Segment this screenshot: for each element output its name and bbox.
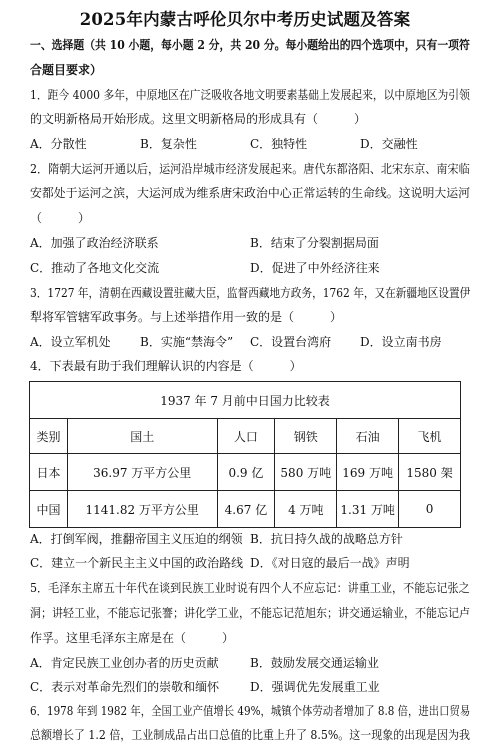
q4-option-a[interactable]: A．打倒军阀，推翻帝国主义压迫的纲领	[30, 532, 243, 546]
q2-stem-line1: 2．隋朝大运河开通以后，运河沿岸城市经济发展起来。唐代东都洛阳、北宋东京、南宋临	[30, 162, 470, 176]
table-header-row	[30, 419, 461, 454]
q5-option-a[interactable]: A．肯定民族工业创办者的历史贡献	[30, 656, 219, 670]
table-cell: 36.97 万平方公里	[67, 454, 217, 491]
q1-option-a[interactable]: A．分散性	[30, 137, 87, 151]
q2-stem-line3: （ ）	[30, 211, 91, 225]
table-header-cell: 钢铁	[275, 419, 337, 454]
q5-stem-line3: 作孚。这里毛泽东主席是在（ ）	[30, 631, 235, 645]
q2-option-b[interactable]: B．结束了分裂割据局面	[250, 236, 379, 250]
q5-stem-line2: 洞；讲轻工业，不能忘记张謇；讲化学工业，不能忘记范旭东；讲交通运输业，不能忘记卢	[30, 606, 471, 620]
table-cell: 0.9 亿	[217, 454, 275, 491]
q1-option-c[interactable]: C．独特性	[250, 137, 308, 151]
q5-option-d[interactable]: D．强调优先发展重工业	[250, 680, 380, 694]
q3-option-d[interactable]: D．设立南书房	[360, 335, 442, 349]
table-caption: 1937 年 7 月前中日国力比较表	[30, 382, 461, 419]
section-heading-line1: 一、选择题（共 10 小题，每小题 2 分，共 20 分。每小题给出的四个选项中，只有一项符	[30, 38, 470, 52]
table-cell: 169 万吨	[337, 454, 399, 491]
q6-stem-line2: 总额增长了 1.2 倍，工业制成品占出口总值的比重上升了 8.5%。这一现象的出现是因为我	[30, 728, 471, 742]
q3-option-c[interactable]: C．设置台湾府	[250, 335, 332, 349]
q5-option-c[interactable]: C．表示对革命先烈们的崇敬和缅怀	[30, 680, 220, 694]
q4-option-c[interactable]: C．建立一个新民主主义中国的政治路线	[30, 556, 244, 570]
table-cell: 1.31 万吨	[337, 491, 399, 528]
q4-stem-line1: 4．下表最有助于我们理解认识的内容是（ ）	[30, 359, 302, 373]
page-title: 2025年内蒙古呼伦贝尔中考历史试题及答案	[79, 10, 411, 29]
q1-option-b[interactable]: B．复杂性	[140, 137, 197, 151]
table-header-cell: 飞机	[399, 419, 461, 454]
q6-stem-line1: 6．1978 年到 1982 年，全国工业产值增长 49%，城镇个体劳动者增加了 8.8 倍，进出口贸易	[30, 704, 471, 718]
table-cell: 0	[399, 491, 461, 528]
table-row	[30, 454, 461, 491]
table-header-cell: 类别	[30, 419, 68, 454]
q4-option-b[interactable]: B．抗日持久战的战略总方针	[250, 532, 403, 546]
q1-option-d[interactable]: D．交融性	[360, 137, 418, 151]
q3-option-a[interactable]: A．设立军机处	[30, 335, 111, 349]
q1-stem-line1: 1．距今 4000 多年，中原地区在广泛吸收各地文明要素基础上发展起来，以中原地区为引领	[30, 88, 470, 102]
table-cell: 日本	[30, 454, 68, 491]
q4-option-d[interactable]: D．《对日寇的最后一战》声明	[250, 556, 410, 570]
table-cell: 1141.82 万平方公里	[67, 491, 217, 528]
q2-option-c[interactable]: C．推动了各地文化交流	[30, 261, 160, 275]
section-heading-line2: 合题目要求）	[30, 63, 103, 77]
q2-option-d[interactable]: D．促进了中外经济往来	[250, 261, 380, 275]
table-header-cell: 国土	[67, 419, 217, 454]
q3-option-b[interactable]: B．实施“禁海令”	[140, 335, 234, 349]
table-cell: 中国	[30, 491, 68, 528]
q5-stem-line1: 5．毛泽东主席五十年代在谈到民族工业时说有四个人不应忘记：讲重工业，不能忘记张之	[30, 581, 470, 595]
q3-stem-line2: 犁将军管辖军政事务。与上述举措作用一致的是（ ）	[30, 310, 343, 324]
q2-stem-line2: 安都处于运河之滨，大运河成为维系唐宋政治中心正常运转的生命线。这说明大运河	[30, 186, 471, 200]
q2-option-a[interactable]: A．加强了政治经济联系	[30, 236, 159, 250]
table-cell: 1580 架	[399, 454, 461, 491]
q1-stem-line2: 的文明新格局开始形成。这里文明新格局的形成具有（ ）	[30, 112, 367, 126]
comparison-table	[29, 381, 461, 528]
table-cell: 4 万吨	[275, 491, 337, 528]
table-cell: 580 万吨	[275, 454, 337, 491]
table-header-cell: 人口	[217, 419, 275, 454]
q3-stem-line1: 3．1727 年，清朝在西藏设置驻藏大臣，监督西藏地方政务，1762 年，又在新疆地区设置伊	[30, 286, 471, 300]
table-cell: 4.67 亿	[217, 491, 275, 528]
q5-option-b[interactable]: B．鼓励发展交通运输业	[250, 656, 379, 670]
table-header-cell: 石油	[337, 419, 399, 454]
table-row	[30, 491, 461, 528]
